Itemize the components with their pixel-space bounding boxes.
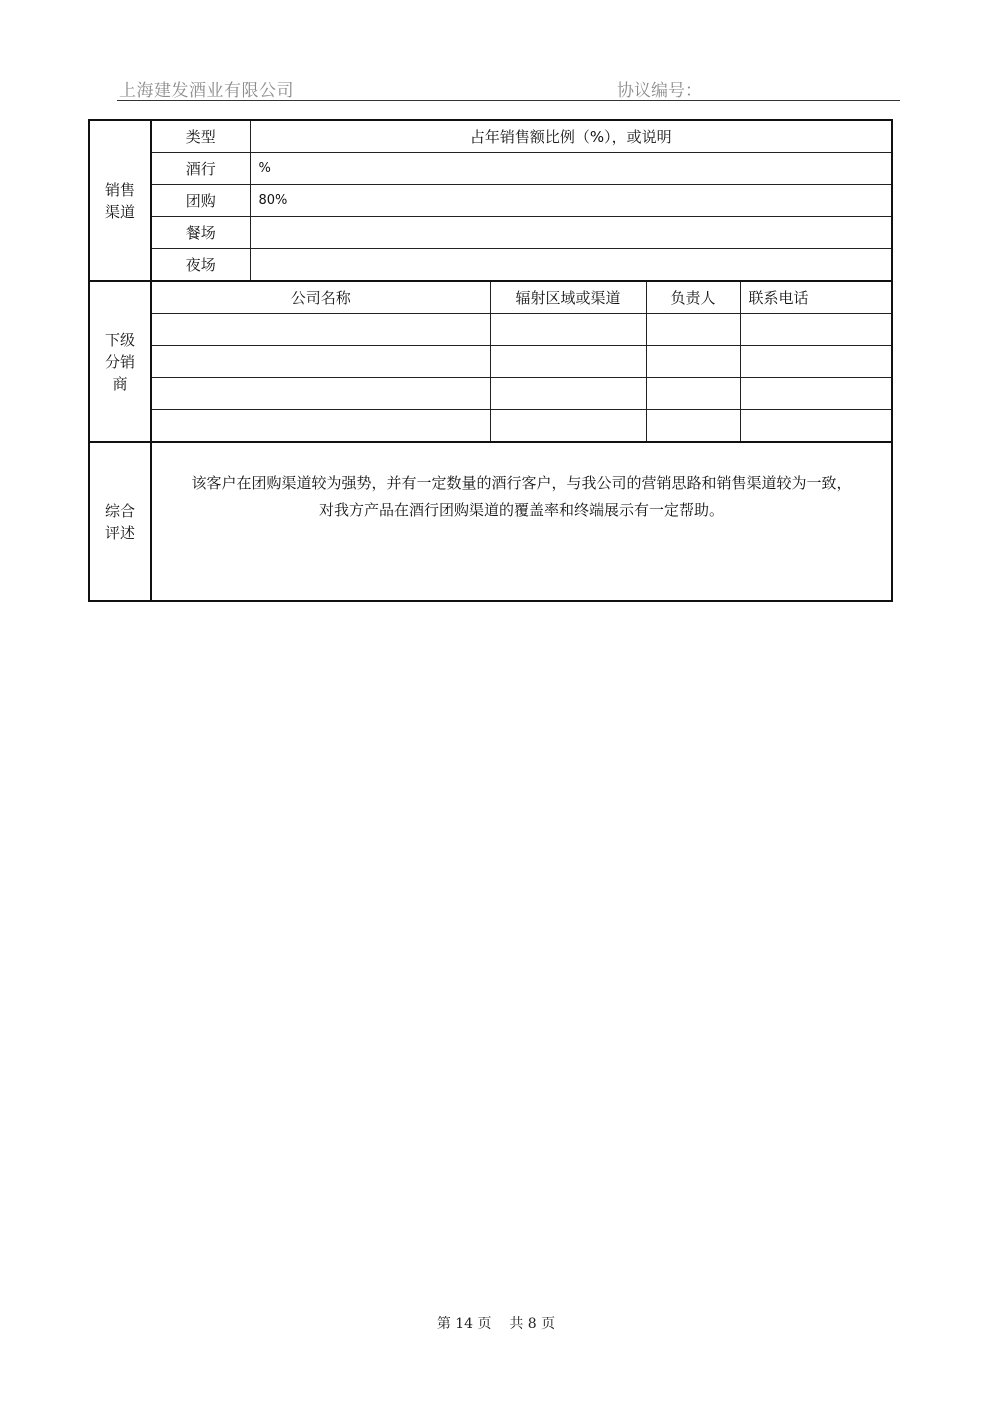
col-region-header: 辐射区域或渠道 bbox=[490, 281, 646, 314]
channel-type: 夜场 bbox=[151, 249, 250, 282]
sales-channel-row bbox=[89, 153, 892, 185]
channel-type: 团购 bbox=[151, 185, 250, 217]
table-row bbox=[89, 378, 892, 410]
phone-cell bbox=[740, 410, 892, 443]
channel-value bbox=[250, 249, 892, 282]
phone-cell bbox=[740, 378, 892, 410]
summary-text: 该客户在团购渠道较为强势，并有一定数量的酒行客户，与我公司的营销思路和销售渠道较为一致， 对我方产品在酒行团购渠道的覆盖率和终端展示有一定帮助。 bbox=[151, 442, 892, 601]
channel-value: % bbox=[250, 153, 892, 185]
col-ratio-header: 占年销售额比例（%），或说明 bbox=[250, 120, 892, 153]
person-cell bbox=[646, 378, 740, 410]
page-header bbox=[117, 76, 900, 101]
company-cell bbox=[151, 378, 490, 410]
table-row bbox=[89, 314, 892, 346]
page-number: 第 14 页 共 8 页 bbox=[436, 1316, 556, 1332]
person-cell bbox=[646, 410, 740, 443]
phone-cell bbox=[740, 346, 892, 378]
col-type-header: 类型 bbox=[151, 120, 250, 153]
sales-channel-label: 销售 渠道 bbox=[89, 120, 151, 281]
region-cell bbox=[490, 410, 646, 443]
person-cell bbox=[646, 314, 740, 346]
company-cell bbox=[151, 346, 490, 378]
table-row bbox=[89, 346, 892, 378]
sub-distributor-label: 下级 分销 商 bbox=[89, 281, 151, 442]
person-cell bbox=[646, 346, 740, 378]
channel-type: 酒行 bbox=[151, 153, 250, 185]
region-cell bbox=[490, 346, 646, 378]
company-cell bbox=[151, 410, 490, 443]
sub-distributor-header-row bbox=[89, 281, 892, 314]
region-cell bbox=[490, 314, 646, 346]
summary-row bbox=[89, 442, 892, 601]
sales-channel-header-row bbox=[89, 120, 892, 153]
summary-label: 综合 评述 bbox=[89, 442, 151, 601]
col-company-header: 公司名称 bbox=[151, 281, 490, 314]
channel-value bbox=[250, 217, 892, 249]
sales-channel-row bbox=[89, 185, 892, 217]
sales-channel-row bbox=[89, 217, 892, 249]
table-row bbox=[89, 410, 892, 443]
distributor-info-table bbox=[88, 119, 893, 602]
phone-cell bbox=[740, 314, 892, 346]
sales-channel-row bbox=[89, 249, 892, 282]
col-phone-header: 联系电话 bbox=[740, 281, 892, 314]
region-cell bbox=[490, 378, 646, 410]
company-name: 上海建发酒业有限公司 bbox=[119, 81, 294, 101]
agreement-number-label: 协议编号： bbox=[617, 81, 702, 101]
channel-value: 80% bbox=[250, 185, 892, 217]
channel-type: 餐场 bbox=[151, 217, 250, 249]
company-cell bbox=[151, 314, 490, 346]
col-person-header: 负责人 bbox=[646, 281, 740, 314]
